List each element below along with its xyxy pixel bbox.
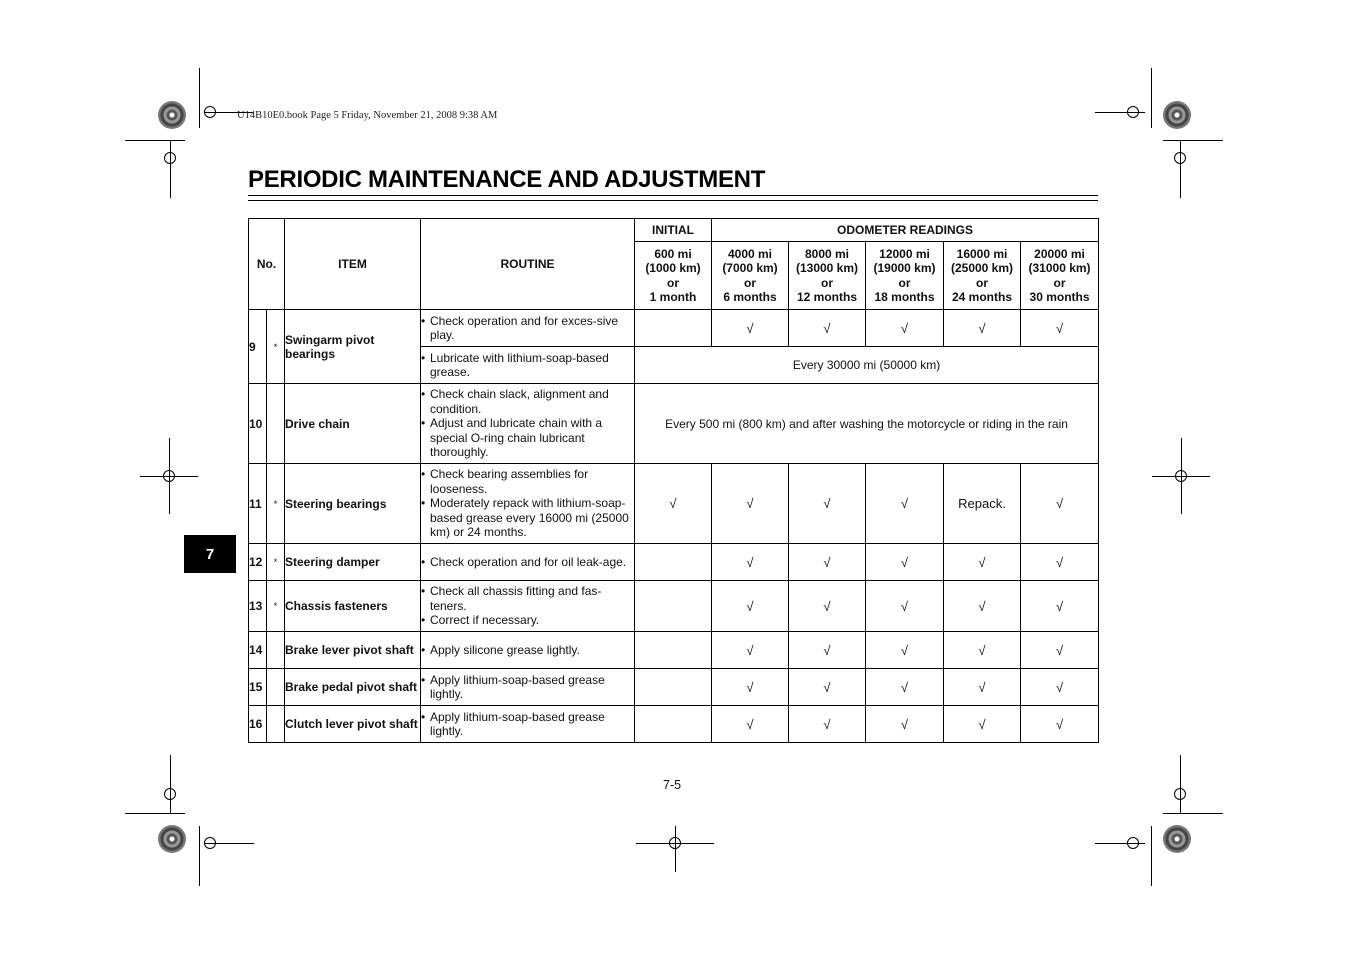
interval-line: 20000 mi — [1034, 246, 1085, 261]
interval-mark: √ — [1021, 632, 1099, 669]
interval-mark: √ — [712, 464, 789, 544]
interval-mark: √ — [866, 632, 944, 669]
routine-step: • Check operation and for exces-sive play. — [421, 314, 634, 343]
item-number: 12 — [249, 544, 267, 581]
interval-mark: √ — [1021, 464, 1099, 544]
routine-cell — [421, 310, 635, 347]
interval-line: (19000 km) — [873, 261, 936, 275]
header-interval — [712, 242, 789, 310]
routine-step: • Correct if necessary. — [421, 613, 634, 628]
item-name: Steering damper — [285, 544, 421, 581]
header-routine: ROUTINE — [421, 219, 635, 310]
interval-line: (25000 km) — [950, 261, 1014, 275]
interval-mark: √ — [789, 310, 866, 347]
dealer-asterisk — [267, 632, 285, 669]
interval-mark: √ — [789, 632, 866, 669]
interval-line: 16000 mi — [956, 246, 1008, 261]
interval-line: or — [976, 275, 988, 290]
interval-line: 6 months — [723, 290, 777, 304]
registration-disc-bottom-left — [158, 825, 186, 853]
header-interval — [1021, 242, 1099, 310]
dealer-asterisk: * — [267, 544, 285, 581]
interval-line: (7000 km) — [722, 261, 778, 275]
table-row — [249, 544, 1099, 581]
interval-mark — [635, 581, 712, 632]
routine-step: • Adjust and lubricate chain with a special O-ring chain lubricant thoroughly. — [421, 416, 634, 460]
interval-line: 8000 mi — [804, 246, 850, 261]
registration-disc-top-right — [1163, 101, 1191, 129]
item-name: Chassis fasteners — [285, 581, 421, 632]
item-number: 16 — [249, 706, 267, 743]
interval-line: 12000 mi — [879, 246, 930, 261]
interval-mark: √ — [635, 464, 712, 544]
routine-step: • Apply lithium-soap-based grease lightly. — [421, 710, 634, 739]
dealer-asterisk: * — [267, 581, 285, 632]
dealer-asterisk — [267, 384, 285, 464]
routine-cell — [421, 347, 635, 384]
item-number: 14 — [249, 632, 267, 669]
interval-mark: √ — [1021, 706, 1099, 743]
header-interval — [789, 242, 866, 310]
header-item: ITEM — [285, 219, 421, 310]
chapter-tab: 7 — [184, 535, 236, 573]
interval-mark: √ — [1021, 310, 1099, 347]
interval-mark: √ — [944, 632, 1021, 669]
header-initial: INITIAL — [635, 219, 712, 242]
title-rule — [248, 195, 1098, 196]
dealer-asterisk: * — [267, 310, 285, 384]
table-row — [249, 464, 1099, 544]
interval-mark — [635, 706, 712, 743]
interval-mark: √ — [1021, 669, 1099, 706]
item-number: 11 — [249, 464, 267, 544]
item-name: Clutch lever pivot shaft — [285, 706, 421, 743]
page-title: PERIODIC MAINTENANCE AND ADJUSTMENT — [248, 166, 766, 193]
routine-cell — [421, 706, 635, 743]
routine-step: • Lubricate with lithium-soap-based grease. — [421, 351, 634, 380]
interval-mark: √ — [712, 310, 789, 347]
interval-mark: √ — [866, 669, 944, 706]
routine-cell — [421, 669, 635, 706]
table-row — [249, 632, 1099, 669]
interval-span: Every 30000 mi (50000 km) — [635, 347, 1099, 384]
interval-mark: √ — [866, 706, 944, 743]
interval-line: 4000 mi — [727, 246, 773, 261]
dealer-asterisk — [267, 669, 285, 706]
interval-mark: √ — [712, 669, 789, 706]
interval-line: 600 mi — [654, 246, 692, 261]
interval-mark: Repack. — [944, 464, 1021, 544]
interval-mark: √ — [944, 706, 1021, 743]
interval-mark — [635, 544, 712, 581]
routine-step: • Moderately repack with lithium-soap-based grease every 16000 mi (25000 km) or 24 months. — [421, 496, 634, 540]
header-odometer: ODOMETER READINGS — [712, 219, 1099, 242]
interval-mark — [635, 632, 712, 669]
interval-mark: √ — [866, 544, 944, 581]
routine-cell — [421, 581, 635, 632]
interval-mark: √ — [712, 581, 789, 632]
interval-mark: √ — [712, 632, 789, 669]
routine-step: • Check all chassis fitting and fas-teners. — [421, 584, 634, 613]
interval-mark: √ — [712, 544, 789, 581]
routine-cell — [421, 464, 635, 544]
interval-mark: √ — [944, 669, 1021, 706]
interval-line: or — [821, 275, 833, 290]
interval-line: 18 months — [874, 290, 935, 304]
interval-mark — [635, 669, 712, 706]
item-number: 13 — [249, 581, 267, 632]
table-row — [249, 706, 1099, 743]
interval-mark: √ — [789, 464, 866, 544]
table-row — [249, 669, 1099, 706]
interval-mark: √ — [866, 581, 944, 632]
item-name: Swingarm pivot bearings — [285, 310, 421, 384]
routine-step: • Apply silicone grease lightly. — [421, 643, 634, 658]
dealer-asterisk: * — [267, 464, 285, 544]
interval-line: 1 month — [649, 290, 697, 304]
interval-mark — [635, 310, 712, 347]
interval-mark: √ — [789, 669, 866, 706]
interval-mark: √ — [944, 581, 1021, 632]
interval-line: or — [667, 275, 679, 290]
header-interval — [866, 242, 944, 310]
interval-mark: √ — [789, 706, 866, 743]
page-number: 7-5 — [663, 778, 682, 792]
item-number: 10 — [249, 384, 267, 464]
header-no: No. — [249, 219, 285, 310]
routine-step: • Check bearing assemblies for looseness. — [421, 467, 634, 496]
interval-mark: √ — [944, 310, 1021, 347]
routine-cell — [421, 544, 635, 581]
interval-mark: √ — [866, 310, 944, 347]
routine-step: • Apply lithium-soap-based grease lightly. — [421, 673, 634, 702]
table-row — [249, 384, 1099, 464]
item-name: Brake pedal pivot shaft — [285, 669, 421, 706]
interval-mark: √ — [1021, 581, 1099, 632]
table-row — [249, 581, 1099, 632]
registration-disc-top-left — [158, 101, 186, 129]
interval-mark: √ — [712, 706, 789, 743]
interval-line: 12 months — [796, 290, 857, 304]
interval-line: (13000 km) — [795, 261, 859, 275]
interval-line: or — [744, 275, 756, 290]
header-interval — [635, 242, 712, 310]
interval-line: or — [898, 275, 911, 290]
routine-step: • Check operation and for oil leak-age. — [421, 555, 634, 570]
interval-line: 30 months — [1029, 290, 1090, 304]
interval-mark: √ — [789, 581, 866, 632]
item-number: 15 — [249, 669, 267, 706]
interval-line: 24 months — [951, 290, 1012, 304]
dealer-asterisk — [267, 706, 285, 743]
routine-cell — [421, 384, 635, 464]
interval-mark: √ — [789, 544, 866, 581]
maintenance-table — [248, 218, 1099, 743]
interval-line: (1000 km) — [645, 261, 701, 275]
interval-mark: √ — [944, 544, 1021, 581]
interval-mark: √ — [1021, 544, 1099, 581]
item-name: Steering bearings — [285, 464, 421, 544]
header-interval — [944, 242, 1021, 310]
interval-line: or — [1053, 275, 1066, 290]
interval-span: Every 500 mi (800 km) and after washing the motorcycle or riding in the rain — [635, 384, 1099, 464]
routine-cell — [421, 632, 635, 669]
item-name: Drive chain — [285, 384, 421, 464]
routine-step: • Check chain slack, alignment and condition. — [421, 387, 634, 416]
print-header: U14B10E0.book Page 5 Friday, November 21, 2008 9:38 AM — [237, 110, 498, 121]
interval-mark: √ — [866, 464, 944, 544]
item-number: 9 — [249, 310, 267, 384]
table-row — [249, 310, 1099, 347]
registration-disc-bottom-right — [1163, 825, 1191, 853]
title-rule-thin — [248, 200, 1098, 201]
item-name: Brake lever pivot shaft — [285, 632, 421, 669]
interval-line: (31000 km) — [1028, 261, 1091, 275]
